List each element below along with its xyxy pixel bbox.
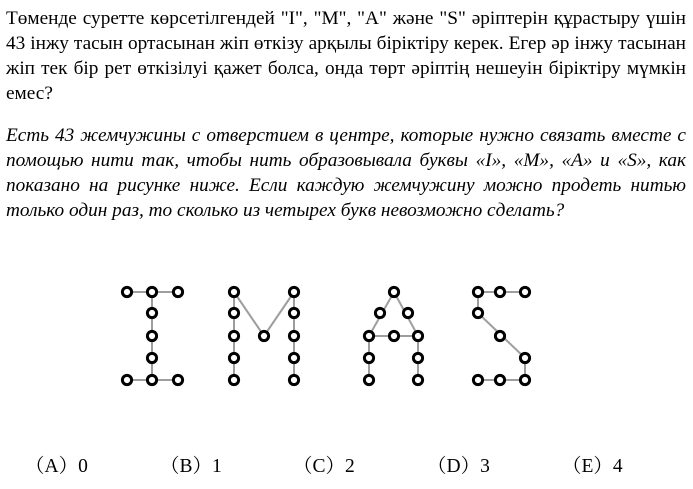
pearl-bead-m [259,331,268,340]
pearl-bead-i [122,375,131,384]
option-e[interactable]: （E）4 [562,456,623,477]
pearl-bead-i [147,353,156,362]
pearl-bead-i [147,308,156,317]
pearl-bead-m [229,308,238,317]
thread-lines [127,292,525,380]
pearl-bead-a [364,353,373,362]
pearl-bead-i [173,287,182,296]
option-b[interactable]: （B）1 [160,456,222,477]
pearl-bead-s [473,308,482,317]
pearl-bead-m [289,308,298,317]
pearl-bead-s [520,375,529,384]
pearl-bead-m [229,331,238,340]
pearl-bead-a [403,308,412,317]
pearl-bead-a [413,375,422,384]
pearl-bead-s [495,331,504,340]
option-a[interactable]: （A）0 [25,456,88,477]
pearl-bead-i [122,287,131,296]
option-c[interactable]: （C）2 [293,456,355,477]
pearl-bead-a [413,331,422,340]
problem-text-kazakh: Төменде суретте көрсетілгендей "I", "M", "A" және "S" әріптерін құрастыру үшін 43 інжу тасын ортасынан жіп өткізу арқылы біріктіру керек. Егер әр інжу тасынан жіп тек бір рет өткізілуі қажет болса, онда төрт әріптің нешеуін біріктіру мүмкін емес? [6,8,686,104]
pearl-bead-s [495,375,504,384]
pearl-bead-s [473,375,482,384]
pearl-bead-m [229,287,238,296]
pearl-bead-m [289,331,298,340]
pearl-bead-m [289,353,298,362]
pearl-bead-a [389,331,398,340]
pearl-bead-m [229,375,238,384]
pearl-bead-i [147,375,156,384]
pearl-bead-i [173,375,182,384]
pearl-bead-i [147,287,156,296]
pearl-beads [122,287,529,384]
pearl-bead-m [289,375,298,384]
pearl-bead-s [473,287,482,296]
problem-text-russian: Есть 43 жемчужины с отверстием в центре, которые нужно связать вместе с помощью нити так, чтобы нить образовывала буквы «I», «M», «A» и «S», как показано на рисунке ниже. Если каждую жемчужину можно продеть нитью только один раз, то сколько из четырех букв невозможно сделать? [6,125,686,221]
pearl-bead-m [229,353,238,362]
option-d[interactable]: （D）3 [427,456,490,477]
pearl-bead-s [520,287,529,296]
pearl-bead-i [147,331,156,340]
pearl-bead-a [375,308,384,317]
pearl-bead-m [289,287,298,296]
pearl-bead-a [413,353,422,362]
pearl-bead-s [495,287,504,296]
pearl-bead-a [389,287,398,296]
pearl-bead-a [364,375,373,384]
pearl-bead-a [364,331,373,340]
pearl-bead-s [520,353,529,362]
